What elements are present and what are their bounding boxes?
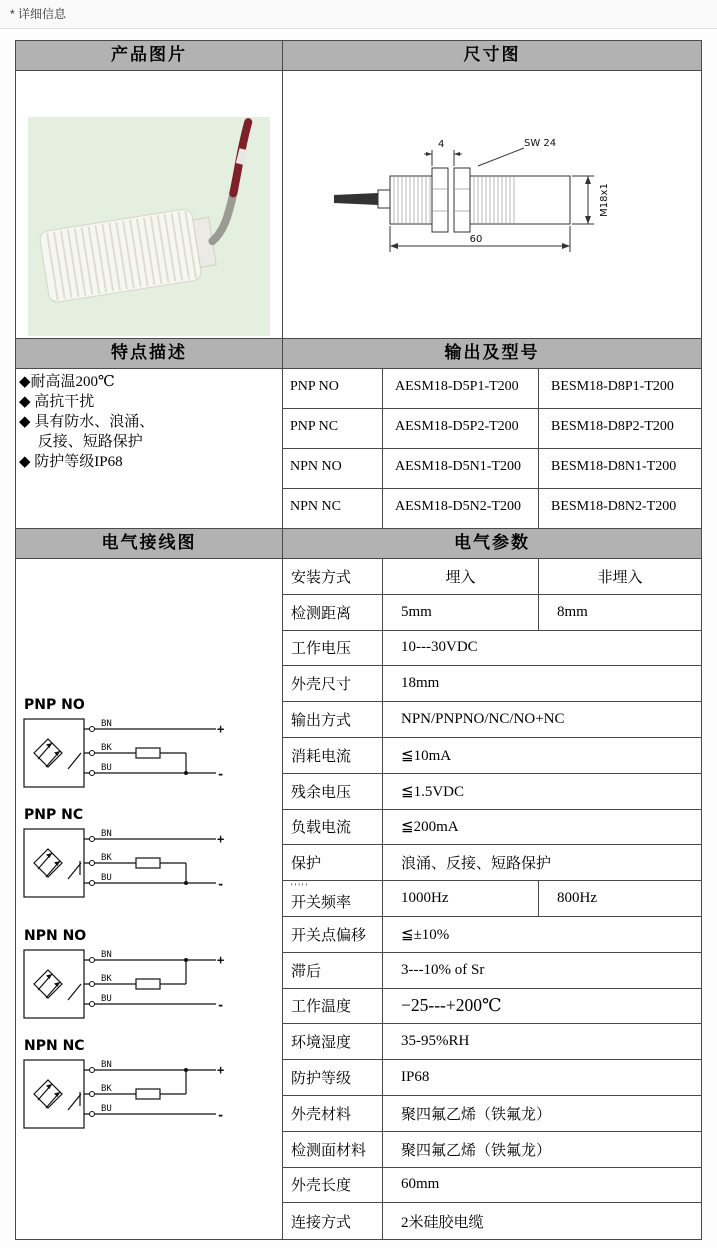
param-label: [283, 559, 383, 595]
param-row: [283, 595, 701, 631]
param-value: ≦±10%: [383, 917, 701, 953]
feature-line: ◆ 高抗干扰: [19, 394, 95, 410]
param-row: [283, 1096, 701, 1132]
switch-contact-icon: [68, 984, 81, 1000]
param-label: [283, 810, 383, 846]
param-label-text: 滞后: [291, 963, 322, 980]
model-output-type: PNP NO: [283, 369, 383, 409]
param-label: [283, 666, 383, 702]
wiring-circuit: [22, 946, 227, 1026]
minus-terminal: -: [217, 998, 225, 1012]
load-resistor-icon: [136, 1089, 160, 1099]
wiring-diagram: [22, 1038, 282, 1141]
param-value: 60mm: [383, 1168, 701, 1204]
switch-contact-icon: [68, 753, 81, 769]
param-label-text: 消耗电流: [291, 748, 352, 765]
param-value: ≦200mA: [383, 810, 701, 846]
param-label-text: 外壳材料: [291, 1106, 352, 1123]
model-row: [283, 369, 701, 409]
dimension-drawing-cell: [283, 71, 701, 339]
param-value: 浪涌、反接、短路保护: [383, 845, 701, 881]
param-label-text: 工作电压: [291, 641, 352, 658]
wire-label-bu: BU: [101, 1104, 112, 1114]
model-code-flush: AESM18-D5N1-T200: [383, 449, 539, 489]
param-label-text: 残余电压: [291, 784, 352, 801]
features-list: [16, 369, 283, 529]
param-label: [283, 1060, 383, 1096]
param-row: [283, 917, 701, 953]
param-value: 聚四氟乙烯（铁氟龙）: [383, 1132, 701, 1168]
param-value: 1000Hz: [383, 881, 539, 917]
param-value: 8mm: [539, 595, 701, 631]
model-row: [283, 489, 701, 529]
param-row: [283, 989, 701, 1025]
model-output-type: NPN NC: [283, 489, 383, 529]
wire-label-bk: BK: [101, 743, 112, 753]
switch-contact-icon: [68, 1094, 81, 1110]
model-output-type: PNP NC: [283, 409, 383, 449]
wire-label-bk: BK: [101, 974, 112, 984]
param-label: [283, 917, 383, 953]
wire-label-bk: BK: [101, 1084, 112, 1094]
wiring-title: NPN NC: [24, 1038, 85, 1054]
feature-line: ◆ 具有防水、浪涌、: [19, 414, 155, 430]
param-value: 埋入: [383, 559, 539, 595]
param-row: [283, 953, 701, 989]
minus-terminal: -: [217, 1108, 225, 1122]
param-row: [283, 1132, 701, 1168]
feature-line: ◆ 防护等级IP68: [19, 454, 123, 470]
dimension-drawing: [328, 132, 628, 277]
header-features: 特点描述: [16, 339, 283, 369]
header-product-image: 产品图片: [16, 41, 283, 71]
model-output-type: NPN NO: [283, 449, 383, 489]
param-label: [283, 738, 383, 774]
model-row: [283, 409, 701, 449]
param-label-note: ''''': [291, 882, 310, 893]
wiring-title: PNP NC: [24, 807, 84, 823]
param-row: [283, 1060, 701, 1096]
wire-label-bu: BU: [101, 763, 112, 773]
header-dimension-drawing: 尺寸图: [283, 41, 701, 71]
plus-terminal: +: [217, 1063, 225, 1077]
param-label: [283, 989, 383, 1025]
param-value: 10---30VDC: [383, 631, 701, 667]
param-value: −25---+200℃: [383, 989, 701, 1025]
model-code-flush: AESM18-D5P1-T200: [383, 369, 539, 409]
param-value: ≦10mA: [383, 738, 701, 774]
param-row: [283, 810, 701, 846]
param-value: IP68: [383, 1060, 701, 1096]
wire-label-bn: BN: [101, 829, 112, 839]
param-label-text: 检测面材料: [291, 1142, 367, 1159]
wiring-circuit: [22, 1056, 227, 1136]
param-row: [283, 702, 701, 738]
param-value: NPN/PNPNO/NC/NO+NC: [383, 702, 701, 738]
header-electrical-params: 电气参数: [283, 529, 701, 559]
wiring-circuit: [22, 825, 227, 905]
param-label: [283, 774, 383, 810]
wire-label-bk: BK: [101, 853, 112, 863]
model-code-nonflush: BESM18-D8N2-T200: [551, 499, 677, 514]
param-row: [283, 881, 701, 917]
wire-label-bu: BU: [101, 994, 112, 1004]
param-row: [283, 774, 701, 810]
param-label: [283, 631, 383, 667]
spec-table: [15, 40, 702, 1240]
dim-thread-label: M18x1: [599, 183, 610, 217]
load-resistor-icon: [136, 858, 160, 868]
param-label-text: 开关点偏移: [291, 927, 367, 944]
header-output-models: 输出及型号: [283, 339, 701, 369]
param-label: [283, 1096, 383, 1132]
wiring-diagram: [22, 807, 282, 910]
load-resistor-icon: [136, 748, 160, 758]
param-value: 5mm: [383, 595, 539, 631]
wire-label-bn: BN: [101, 719, 112, 729]
param-label-text: 防护等级: [291, 1071, 352, 1088]
param-label: [283, 595, 383, 631]
section-title: * 详细信息: [10, 7, 67, 21]
cable-glyph: [334, 193, 378, 205]
param-value: 聚四氟乙烯（铁氟龙）: [383, 1096, 701, 1132]
plus-terminal: +: [217, 722, 225, 736]
feature-line: 反接、短路保护: [19, 434, 143, 450]
features-models-row: [16, 369, 701, 529]
model-code-nonflush: BESM18-D8P1-T200: [539, 369, 701, 409]
model-code-nonflush: BESM18-D8N1-T200: [539, 449, 701, 489]
models-table: [283, 369, 701, 529]
param-label: [283, 953, 383, 989]
param-label-text: 连接方式: [291, 1214, 352, 1231]
header-row-2: [16, 339, 701, 369]
load-resistor-icon: [136, 979, 160, 989]
wiring-diagram: [22, 697, 282, 800]
param-label: [283, 702, 383, 738]
model-code-nonflush: BESM18-D8P2-T200: [539, 409, 701, 449]
param-row: [283, 559, 701, 595]
header-wiring: 电气接线图: [16, 529, 283, 559]
section-header: [0, 0, 717, 29]
wire-label-bn: BN: [101, 950, 112, 960]
param-value: ≦1.5VDC: [383, 774, 701, 810]
param-label-text: 负载电流: [291, 820, 352, 837]
wiring-circuit: [22, 715, 227, 795]
param-value: 2米硅胶电缆: [401, 1214, 484, 1231]
param-row: [283, 666, 701, 702]
wiring-diagram: [22, 928, 282, 1031]
param-row: [283, 1024, 701, 1060]
dim-length-label: 60: [469, 234, 483, 245]
param-label-text: 开关频率: [291, 895, 352, 912]
wiring-diagrams: [16, 559, 283, 1239]
param-row: [283, 1203, 701, 1239]
dim-gap-label: 4: [438, 139, 445, 150]
switch-contact-icon: [68, 863, 81, 879]
param-row: [283, 738, 701, 774]
model-code-flush: AESM18-D5N2-T200: [383, 489, 539, 529]
minus-terminal: -: [217, 767, 225, 781]
product-photo: [28, 117, 270, 336]
content-area: [0, 29, 717, 1248]
minus-terminal: -: [217, 877, 225, 891]
param-label-text: 检测距离: [291, 605, 352, 622]
plus-terminal: +: [217, 953, 225, 967]
param-label-text: 保护: [291, 856, 322, 873]
param-label-text: 安装方式: [291, 569, 352, 586]
param-label: [283, 845, 383, 881]
dim-wrench-label: SW 24: [524, 138, 557, 149]
param-label-text: 外壳尺寸: [291, 677, 352, 694]
param-label-text: 输出方式: [291, 713, 352, 730]
model-row: [283, 449, 701, 489]
param-label: [283, 1024, 383, 1060]
param-row: [283, 845, 701, 881]
param-value: 18mm: [383, 666, 701, 702]
image-row: [16, 71, 701, 339]
wire-label-bn: BN: [101, 1060, 112, 1070]
param-label-text: 外壳长度: [291, 1178, 352, 1195]
param-label-text: 工作温度: [291, 999, 352, 1016]
wiring-params-row: [16, 559, 701, 1239]
wiring-title: NPN NO: [24, 928, 87, 944]
param-label: [283, 1203, 383, 1239]
header-row-1: [16, 41, 701, 71]
param-value: 非埋入: [539, 559, 701, 595]
param-value: 35-95%RH: [383, 1024, 701, 1060]
param-label: [283, 881, 383, 917]
param-label: [283, 1168, 383, 1204]
product-photo-cell: [16, 71, 283, 339]
param-label-text: 环境湿度: [291, 1035, 352, 1052]
params-table: [283, 559, 701, 1239]
param-row: [283, 631, 701, 667]
header-row-3: [16, 529, 701, 559]
param-label: [283, 1132, 383, 1168]
feature-line: ◆耐高温200℃: [19, 374, 115, 390]
model-code-flush: AESM18-D5P2-T200: [383, 409, 539, 449]
param-value: 3---10% of Sr: [383, 953, 701, 989]
wire-label-bu: BU: [101, 873, 112, 883]
param-row: [283, 1168, 701, 1204]
plus-terminal: +: [217, 832, 225, 846]
param-value: 800Hz: [539, 881, 701, 917]
wiring-title: PNP NO: [24, 697, 85, 713]
